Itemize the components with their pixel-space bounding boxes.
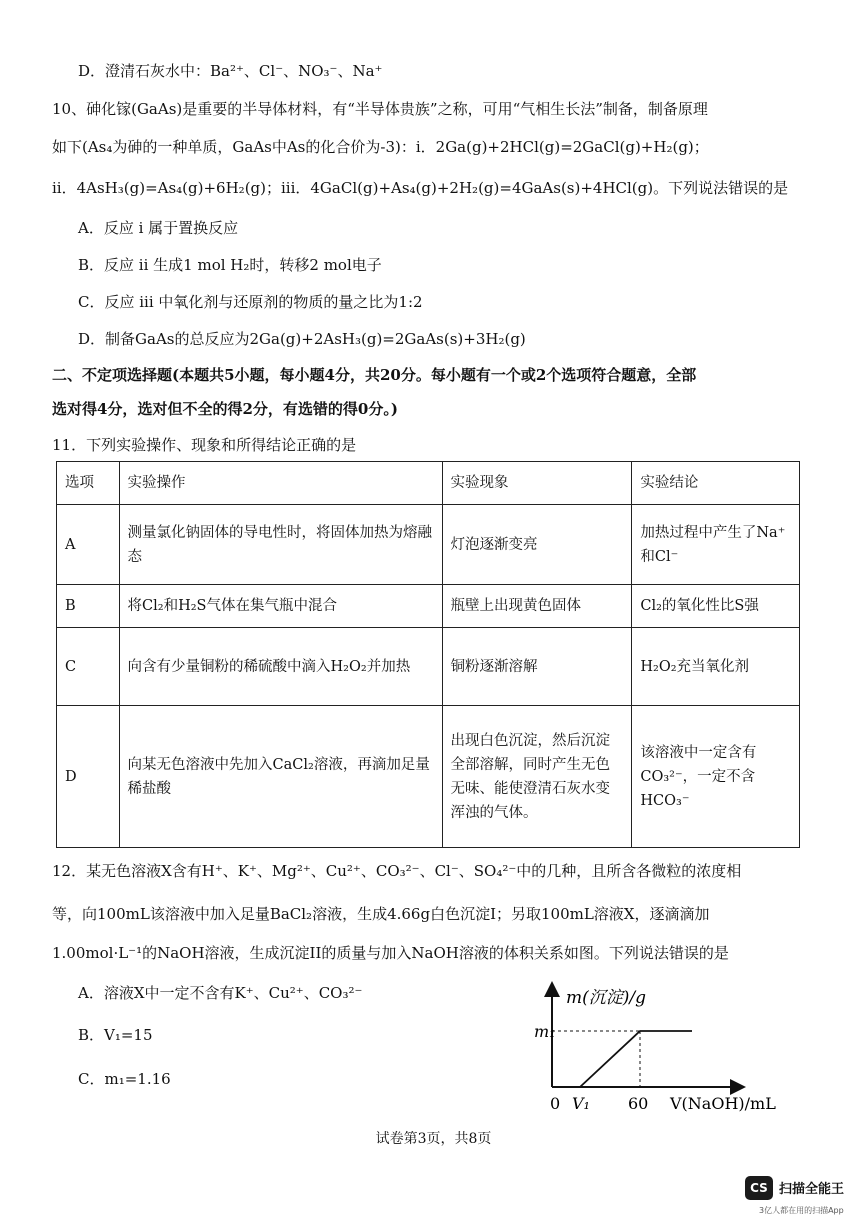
q12-stem-line3: 1.00mol·L⁻¹的NaOH溶液，生成沉淀II的质量与加入NaOH溶液的体积关系如图。下列说法错误的是 <box>52 944 729 962</box>
q12-stem-line1: 12．某无色溶液X含有H⁺、K⁺、Mg²⁺、Cu²⁺、CO₃²⁻、Cl⁻、SO₄²⁻中的几种，且所含各微粒的浓度相 <box>52 862 742 880</box>
experiment-table <box>56 461 800 848</box>
row-c-option: C <box>57 628 120 706</box>
row-a-option: A <box>57 505 120 585</box>
row-d-operation: 向某无色溶液中先加入CaCl₂溶液，再滴加足量稀盐酸 <box>119 706 442 848</box>
q12-option-b: B．V₁=15 <box>78 1026 153 1044</box>
row-c-operation: 向含有少量铜粉的稀硫酸中滴入H₂O₂并加热 <box>119 628 442 706</box>
row-a-operation: 测量氯化钠固体的导电性时，将固体加热为熔融态 <box>119 505 442 585</box>
row-c-conclusion: H₂O₂充当氧化剂 <box>632 628 800 706</box>
header-option: 选项 <box>57 462 120 505</box>
q12-option-a: A．溶液X中一定不含有K⁺、Cu²⁺、CO₃²⁻ <box>78 984 363 1002</box>
precipitate-curve <box>580 1031 692 1087</box>
q10-option-d: D．制备GaAs的总反应为2Ga(g)+2AsH₃(g)=2GaAs(s)+3H₂(g) <box>78 330 526 348</box>
camscanner-logo-icon: CS <box>745 1176 773 1200</box>
table-header-row <box>57 462 800 505</box>
q10-option-b: B．反应 ii 生成1 mol H₂时，转移2 mol电子 <box>78 256 382 274</box>
table-row <box>57 505 800 585</box>
q12-stem-line2: 等，向100mL该溶液中加入足量BaCl₂溶液，生成4.66g白色沉淀I；另取100mL溶液X，逐滴滴加 <box>52 905 710 923</box>
header-phenomenon: 实验现象 <box>442 462 632 505</box>
q9-option-d: D．澄清石灰水中：Ba²⁺、Cl⁻、NO₃⁻、Na⁺ <box>78 62 383 80</box>
row-d-conclusion: 该溶液中一定含有CO₃²⁻，一定不含HCO₃⁻ <box>632 706 800 848</box>
sixty-label: 60 <box>628 1094 649 1113</box>
row-b-conclusion: Cl₂的氧化性比S强 <box>632 585 800 628</box>
header-operation: 实验操作 <box>119 462 442 505</box>
m1-label: m₁ <box>534 1022 556 1041</box>
row-d-option: D <box>57 706 120 848</box>
y-axis-label: m(沉淀)/g <box>566 988 646 1008</box>
origin-label: 0 <box>550 1094 561 1113</box>
row-b-operation: 将Cl₂和H₂S气体在集气瓶中混合 <box>119 585 442 628</box>
table-row <box>57 706 800 848</box>
q10-option-a: A．反应 i 属于置换反应 <box>78 219 239 237</box>
header-conclusion: 实验结论 <box>632 462 800 505</box>
page-footer: 试卷第3页，共8页 <box>375 1131 492 1147</box>
q12-option-c: C．m₁=1.16 <box>78 1070 171 1088</box>
watermark-subtitle: 3亿人都在用的扫描App <box>759 1206 844 1215</box>
x-axis-label: V(NaOH)/mL <box>670 1094 776 1113</box>
q10-stem-line1: 10、砷化镓(GaAs)是重要的半导体材料，有“半导体贵族”之称，可用“气相生长法”制备，制备原理 <box>52 100 708 118</box>
q11-stem: 11．下列实验操作、现象和所得结论正确的是 <box>52 436 357 454</box>
scanner-watermark <box>745 1172 863 1220</box>
row-b-phenomenon: 瓶壁上出现黄色固体 <box>442 585 632 628</box>
section2-heading-line1: 二、不定项选择题(本题共5小题，每小题4分，共20分。每小题有一个或2个选项符合题意，全部 <box>52 366 697 384</box>
row-d-phenomenon: 出现白色沉淀，然后沉淀全部溶解，同时产生无色无味、能使澄清石灰水变浑浊的气体。 <box>442 706 632 848</box>
section2-heading-line2: 选对得4分，选对但不全的得2分，有选错的得0分。) <box>52 400 398 418</box>
q10-stem-line2: 如下(As₄为砷的一种单质，GaAs中As的化合价为-3)：i．2Ga(g)+2HCl(g)=2GaCl(g)+H₂(g)； <box>52 138 709 156</box>
row-b-option: B <box>57 585 120 628</box>
table-row <box>57 628 800 706</box>
q10-stem-line3: ii．4AsH₃(g)=As₄(g)+6H₂(g)；iii．4GaCl(g)+As₄(g)+2H₂(g)=4GaAs(s)+4HCl(g)。下列说法错误的是 <box>52 179 789 197</box>
table-row <box>57 585 800 628</box>
v1-label: V₁ <box>572 1094 590 1113</box>
watermark-title: 扫描全能王 <box>779 1182 845 1197</box>
row-c-phenomenon: 铜粉逐渐溶解 <box>442 628 632 706</box>
q10-option-c: C．反应 iii 中氧化剂与还原剂的物质的量之比为1:2 <box>78 293 423 311</box>
row-a-conclusion: 加热过程中产生了Na⁺和Cl⁻ <box>632 505 800 585</box>
precipitate-graph <box>520 975 810 1120</box>
row-a-phenomenon: 灯泡逐渐变亮 <box>442 505 632 585</box>
